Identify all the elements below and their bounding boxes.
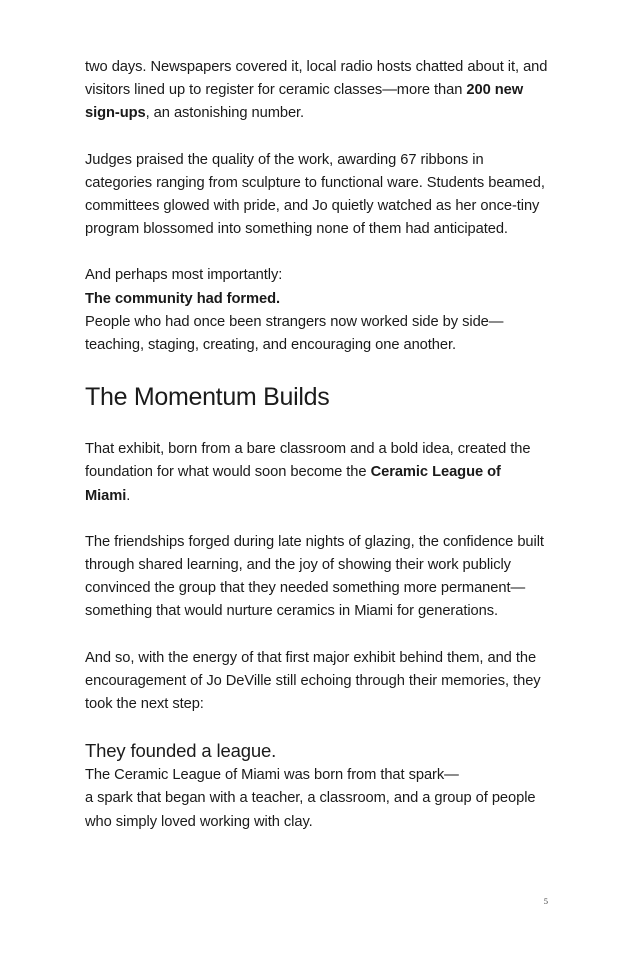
bold-run: Ceramic League of Miami [85, 464, 501, 504]
sub-heading-founded-league: They founded a league. [85, 740, 277, 762]
bold-run: 200 new sign-ups [85, 82, 524, 122]
section-heading-block [85, 382, 550, 412]
paragraph-judges: Judges praised the quality of the work, awarding 67 ribbons in categories ranging from sculpture to functional ware. Students beamed, committees glowed with pride, and Jo quietly watched as her once-tiny program blossomed into something none of them had anticipated. [85, 151, 545, 238]
page-number: 5 [543, 896, 548, 906]
paragraph-closing: The Ceramic League of Miami was born from that spark— a spark that began with a teacher, a classroom, and a group of people who simply loved working with clay. [85, 767, 536, 830]
paragraph-newspapers: two days. Newspapers covered it, local radio hosts chatted about it, and visitors lined up to register for ceramic classes—more than 200 new sign-ups, an astonishing number. [85, 59, 548, 122]
document-body [85, 56, 550, 834]
paragraph-community: And perhaps most importantly: The community had formed. People who had once been strangers now worked side by side—teaching, staging, creating, and encouraging one another. [85, 267, 504, 354]
paragraph-next-step: And so, with the energy of that first major exhibit behind them, and the encouragement of Jo DeVille still echoing through their memories, they took the next step: [85, 649, 541, 713]
paragraph-foundation: That exhibit, born from a bare classroom and a bold idea, created the foundation for what would soon become the Ceramic League of Miami. [85, 441, 531, 504]
paragraph-friendships: The friendships forged during late nights of glazing, the confidence built through shared learning, and the joy of showing their work publicly convinced the group that they needed something more permanent—something that would nurture ceramics in Miami for generations. [85, 533, 544, 620]
page-title: The Momentum Builds [85, 383, 330, 412]
bold-run: The community had formed. [85, 290, 281, 307]
closing-block [85, 739, 550, 834]
